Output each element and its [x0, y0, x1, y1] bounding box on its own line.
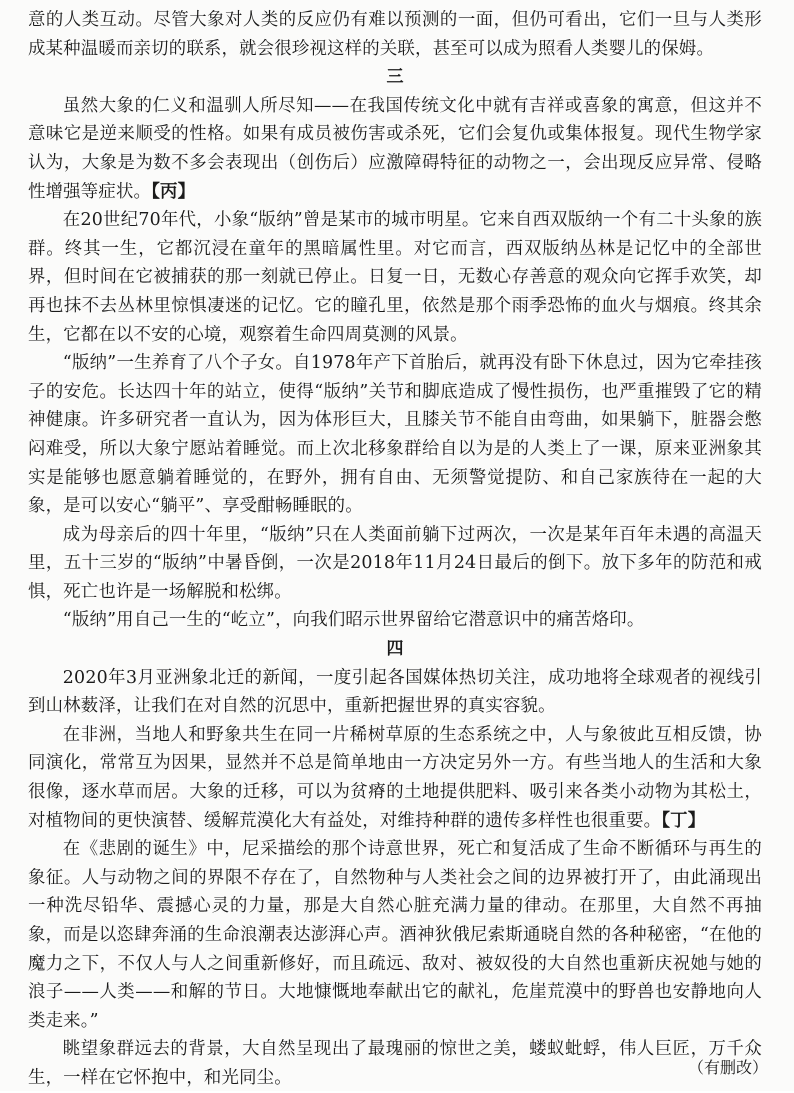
paragraph-continuation: 意的人类互动。尽管大象对人类的反应仍有难以预测的一面，但仍可看出，它们一旦与人类形成某种温暖而亲切的联系，就会很珍视这样的关联，甚至可以成为照看人类婴儿的保姆。: [28, 10, 762, 59]
paragraph-banna-imprint: “版纳”用自己一生的“屹立”，向我们昭示世界留给它潜意识中的痛苦烙印。: [62, 610, 645, 631]
section-heading-three: 三: [386, 67, 404, 88]
paragraph-text: 虽然大象的仁义和温驯人所尽知——在我国传统文化中就有吉祥或喜象的寓意，但这并不意味它是逆来顺受的性格。如果有成员被伤害或杀死，它们会复仇或集体报复。现代生物学家认为，大象是为数不多会表现出（创伤后）应激障碍特征的动物之一，会出现反应异常、侵略性增强等症状。: [28, 95, 762, 202]
paragraph-text: 在非洲，当地人和野象共生在同一片稀树草原的生态系统之中，人与象彼此互相反馈，协同演化，常常互为因果，显然并不总是简单地由一方决定另外一方。有些当地人的生活和大象很像，逐水草而居。大象的迁移，可以为贫瘠的土地提供肥料、吸引来各类小动物为其松土，对植物间的更快演替、缓解荒漠化大有益处，对维持种群的遗传多样性也很重要。: [28, 724, 762, 831]
paragraph-banna-standing: “版纳”一生养育了八个子女。自1978年产下首胎后，就再没有卧下休息过，因为它牵挂孩子的安危。长达四十年的站立，使得“版纳”关节和脚底造成了慢性损伤，也严重摧毁了它的精神健康。许多研究者一直认为，因为体形巨大，且膝关节不能自由弯曲，如果躺下，脏器会憋闷难受，所以大象宁愿站着睡觉。而上次北移象群给自以为是的人类上了一课，原来亚洲象其实是能够也愿意躺着睡觉的，在野外，拥有自由、无须警觉提防、和自己家族待在一起的大象，是可以安心“躺平”、享受酣畅睡眠的。: [28, 353, 762, 517]
paragraph-banna-lying: 成为母亲后的四十年里，“版纳”只在人类面前躺下过两次，一次是某年百年未遇的高温天里，五十三岁的“版纳”中暑昏倒，一次是2018年11月24日最后的倒下。放下多年的防范和戒惧，死亡也许是一场解脱和松绑。: [28, 524, 762, 602]
marker-bing: 【丙】: [151, 181, 196, 202]
paragraph-banna-childhood: 在20世纪70年代，小象“版纳”曾是某市的城市明星。它来自西双版纳一个有二十头象的族群。终其一生，它都沉浸在童年的黑暗属性里。对它而言，西双版纳丛林是记忆中的全部世界，但时间在它被捕获的那一刻就已停止。日复一日，无数心存善意的观众向它挥手欢笑，却再也抹不去丛林里惊惧凄迷的记忆。它的瞳孔里，依然是那个雨季恐怖的血火与烟痕。终其余生，它都在以不安的心境，观察着生命四周莫测的风景。: [28, 210, 762, 345]
paragraph-nietzsche: 在《悲剧的诞生》中，尼采描绘的那个诗意世界，死亡和复活成了生命不断循环与再生的象征。人与动物之间的界限不存在了，自然物种与人类社会之间的边界被打开了，由此涌现出一种洗尽铅华、震撼心灵的力量，那是大自然心脏充满力量的律动。在那里，大自然不再抽象，而是以恣肆奔涌的生命浪潮表达澎湃心声。酒神狄俄尼索斯通晓自然的各种秘密，“在他的魔力之下，不仅人与人之间重新修好，而且疏远、敌对、被奴役的大自然也重新庆祝她与她的浪子——人类——和解的节日。大地慷慨地奉献出它的献礼，危崖荒漠中的野兽也安静地向人类走来。”: [28, 839, 762, 1031]
source-note: （有删改）: [687, 1058, 768, 1077]
paragraph-migration-news: 2020年3月亚洲象北迁的新闻，一度引起各国媒体热切关注，成功地将全球观者的视线引到山林薮泽，让我们在对自然的沉思中，重新把握世界的真实容貌。: [28, 667, 762, 717]
marker-ding: 【丁】: [661, 810, 706, 831]
paragraph-africa: [28, 721, 762, 835]
paragraph-elephant-temperament: [28, 92, 762, 206]
section-heading-four: 四: [386, 639, 404, 660]
paragraph-closing: 眺望象群远去的背景，大自然呈现出了最瑰丽的惊世之美，蝼蚁蚍蜉，伟人巨匠，万千众生，一样在它怀抱中，和光同尘。: [28, 1039, 762, 1088]
